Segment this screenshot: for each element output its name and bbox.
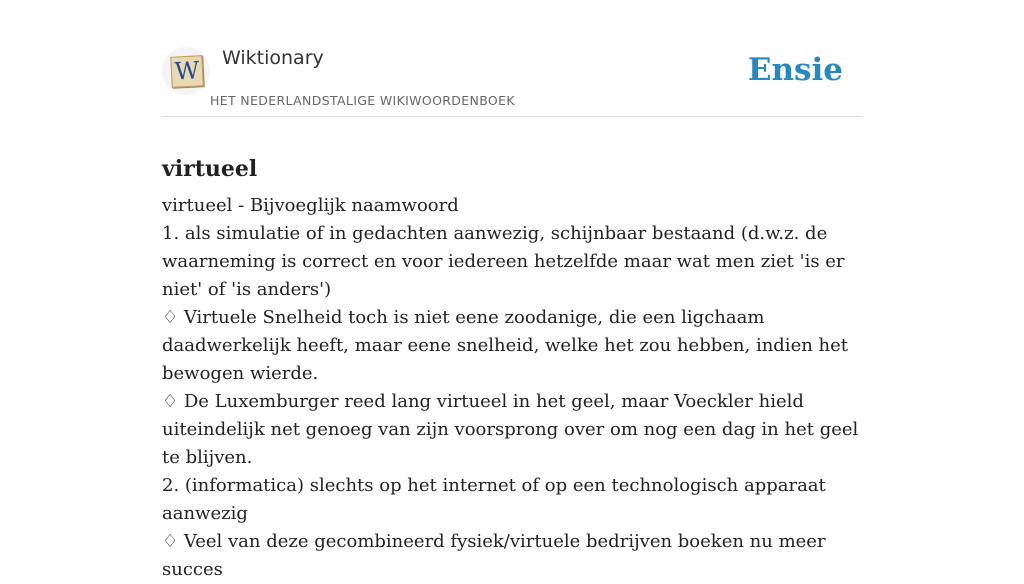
word-type-line: virtueel - Bijvoeglijk naamwoord bbox=[162, 195, 459, 216]
ensie-brand-link[interactable]: Ensie bbox=[747, 52, 843, 88]
definition-content bbox=[162, 192, 866, 584]
example-1: ♢ Virtuele Snelheid toch is niet eene zoodanige, die een ligchaam daadwerkelijk heeft, maar eene snelheid, welke het zou hebben, indien het bewogen wierde. bbox=[162, 307, 849, 384]
site-header bbox=[162, 40, 862, 117]
definition-1: 1. als simulatie of in gedachten aanwezig, schijnbaar bestaand (d.w.z. de waarneming is correct en voor iedereen hetzelfde maar wat men ziet 'is er niet' of 'is anders') bbox=[162, 223, 845, 300]
site-title-link[interactable]: Wiktionary bbox=[222, 47, 324, 69]
site-subtitle: HET NEDERLANDSTALIGE WIKIWOORDENBOEK bbox=[210, 93, 515, 108]
logo-tile-icon bbox=[170, 55, 204, 88]
example-2: ♢ De Luxemburger reed lang virtueel in het geel, maar Voeckler hield uiteindelijk net genoeg van zijn voorsprong over om nog een dag in het geel te blijven. bbox=[162, 391, 859, 468]
example-3: ♢ Veel van deze gecombineerd fysiek/virtuele bedrijven boeken nu meer succes bbox=[162, 531, 826, 580]
entry-title: virtueel bbox=[162, 155, 258, 182]
logo-letter: W bbox=[173, 56, 201, 86]
definition-2: 2. (informatica) slechts op het internet of op een technologisch apparaat aanwezig bbox=[162, 475, 826, 524]
wiktionary-logo[interactable] bbox=[162, 47, 210, 95]
